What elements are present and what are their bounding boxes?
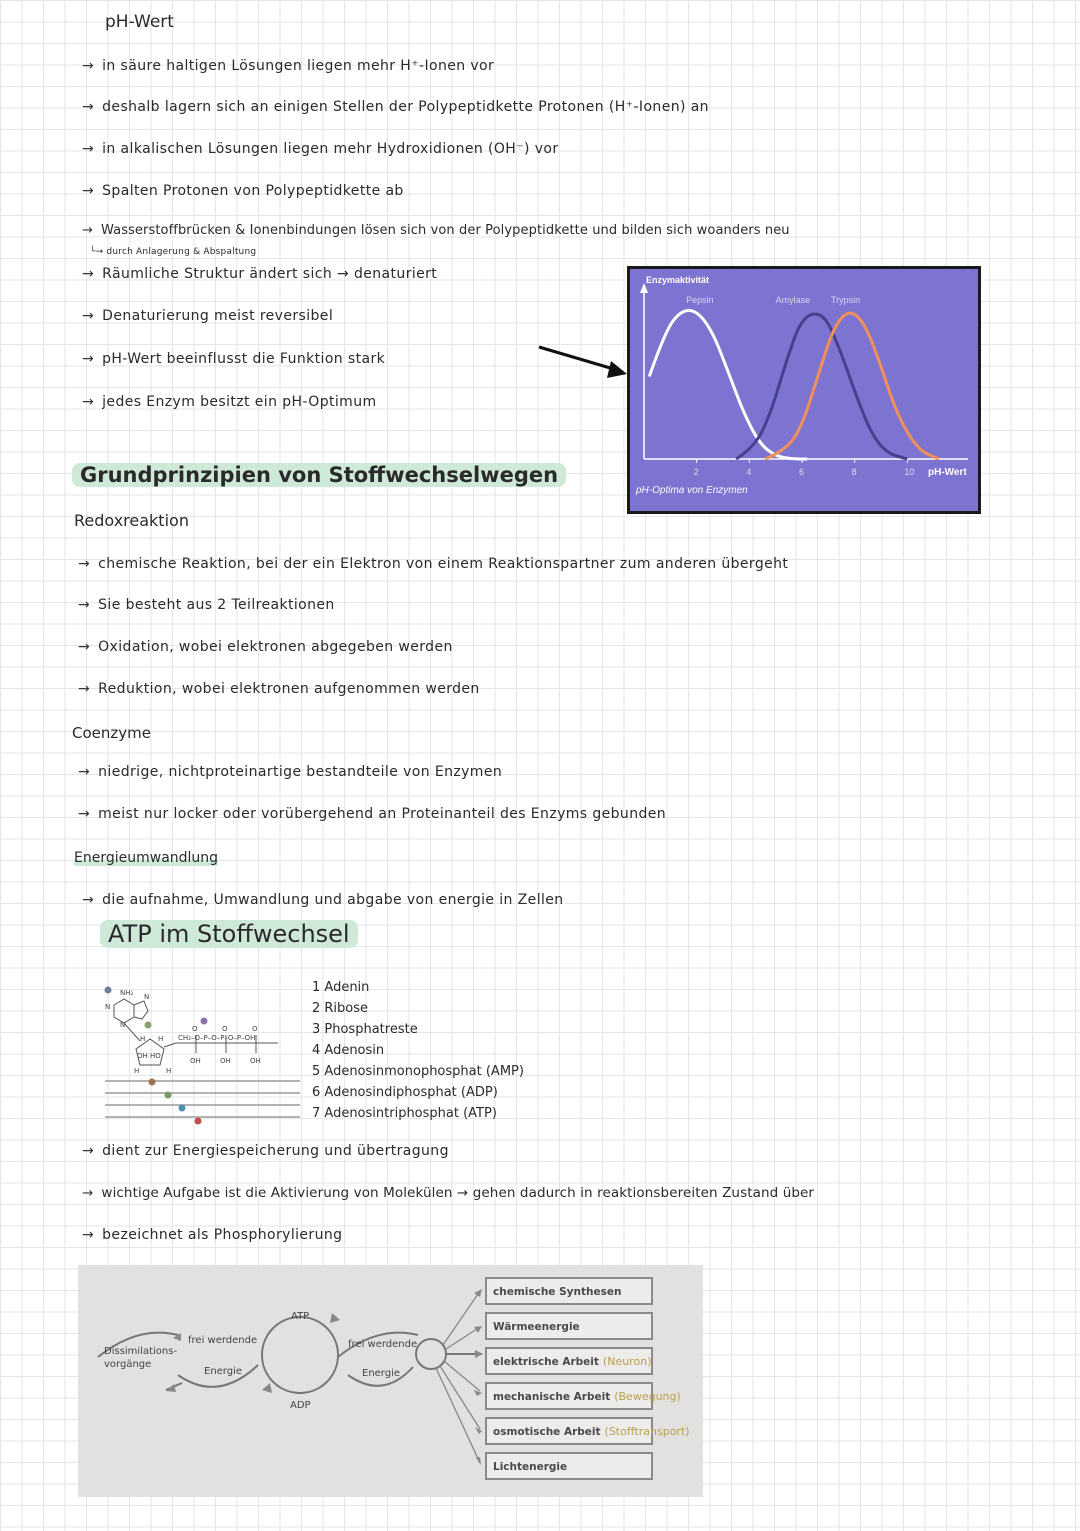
ph-line-3: → in alkalischen Lösungen liegen mehr Hydroxidionen (OH⁻) vor <box>82 141 559 157</box>
svg-text:OH: OH <box>250 1057 261 1065</box>
svg-text:N: N <box>144 993 150 1001</box>
series-label-pepsin: Pepsin <box>686 295 714 305</box>
atp-legend-item: 1 Adenin <box>312 980 370 995</box>
energy-box-osmotische-arbeit: osmotische Arbeit (Stofftransport) <box>485 1417 653 1445</box>
energie-title: Energieumwandlung <box>74 850 219 866</box>
ph-line-6: → Räumliche Struktur ändert sich → denaturiert <box>82 266 438 282</box>
coenzyme-line-2: → meist nur locker oder vorübergehend an Proteinanteil des Enzyms gebunden <box>78 806 667 822</box>
energie-line-1: → die aufnahme, Umwandlung und abgabe von energie in Zellen <box>82 892 564 908</box>
free-energy-right-label: frei werdende <box>348 1339 418 1350</box>
ph-line-9: → jedes Enzym besitzt ein pH-Optimum <box>82 394 377 410</box>
energy-left-label: Energie <box>204 1366 243 1377</box>
atp-legend-item: 4 Adenosin <box>312 1043 385 1058</box>
ph-line-5: → Wasserstoffbrücken & Ionenbindungen lösen sich von der Polypeptidkette und bilden sich woanders neu <box>82 223 790 238</box>
x-axis-label: pH-Wert <box>928 467 967 478</box>
atp-molecule-diagram <box>100 985 310 1130</box>
x-tick-label: 8 <box>851 467 857 477</box>
ph-sub-note: └→ durch Anlagerung & Abspaltung <box>90 247 257 257</box>
atp-legend-item: 6 Adenosindiphosphat (ADP) <box>312 1085 498 1100</box>
atp-legend-item: 7 Adenosintriphosphat (ATP) <box>312 1106 497 1121</box>
svg-text:OH: OH <box>190 1057 201 1065</box>
x-tick-label: 2 <box>693 467 699 477</box>
atp-line-3: → bezeichnet als Phosphorylierung <box>82 1227 343 1243</box>
energy-box-waermeenergie: Wärmeenergie <box>485 1312 653 1340</box>
atp-legend <box>312 977 524 1124</box>
coenzyme-line-1: → niedrige, nichtproteinartige bestandteile von Enzymen <box>78 764 503 780</box>
ph-line-8: → pH-Wert beeinflusst die Funktion stark <box>82 351 386 367</box>
ph-optima-chart <box>627 266 981 514</box>
series-label-trypsin: Trypsin <box>830 295 861 305</box>
atp-line-2: → wichtige Aufgabe ist die Aktivierung von Molekülen → gehen dadurch in reaktionsbereiten Zustand über <box>82 1185 815 1201</box>
redox-line-2: → Sie besteht aus 2 Teilreaktionen <box>78 597 335 613</box>
ph-chart-svg <box>630 269 978 511</box>
ph-line-7: → Denaturierung meist reversibel <box>82 308 334 324</box>
svg-text:O: O <box>252 1025 258 1033</box>
x-tick-label: 10 <box>904 467 915 477</box>
svg-text:N: N <box>105 1003 111 1011</box>
atp-legend-item: 5 Adenosinmonophosphat (AMP) <box>312 1064 524 1079</box>
svg-text:NH₂: NH₂ <box>120 989 134 997</box>
redox-title: Redoxreaktion <box>74 511 189 530</box>
y-axis-label: Enzymaktivität <box>646 275 710 285</box>
svg-text:OH: OH <box>220 1057 231 1065</box>
energy-box-mechanische-arbeit: mechanische Arbeit (Bewegung) <box>485 1382 653 1410</box>
atp-legend-item: 2 Ribose <box>312 1001 369 1016</box>
coenzyme-title: Coenzyme <box>72 724 151 742</box>
atp-line-1: → dient zur Energiespeicherung und übertragung <box>82 1143 449 1159</box>
free-energy-left-label: frei werdende <box>188 1335 258 1346</box>
energy-right-label: Energie <box>362 1368 401 1379</box>
chart-title: pH-Optima von Enzymen <box>636 485 748 496</box>
redox-line-1: → chemische Reaktion, bei der ein Elektron von einem Reaktionspartner zum anderen übergeht <box>78 556 789 572</box>
atp-title: ATP im Stoffwechsel <box>100 920 358 948</box>
redox-line-3: → Oxidation, wobei elektronen abgegeben werden <box>78 639 453 655</box>
ph-line-2: → deshalb lagern sich an einigen Stellen der Polypeptidkette Protonen (H⁺-Ionen) an <box>82 99 709 115</box>
svg-text:H: H <box>158 1035 164 1043</box>
adp-cycle-label: ADP <box>290 1400 311 1411</box>
dissimilation-label: Dissimilations-vorgänge <box>104 1346 178 1370</box>
svg-text:H: H <box>166 1067 172 1075</box>
svg-text:CH₂–O–P–O–P–O–P–OH: CH₂–O–P–O–P–O–P–OH <box>178 1034 256 1042</box>
atp-cycle-label: ATP <box>291 1311 310 1322</box>
series-line-amylase <box>736 314 907 459</box>
pointer-arrow-icon <box>535 340 631 382</box>
energy-box-chemische-synthesen: chemische Synthesen <box>485 1277 653 1305</box>
ph-line-1: → in säure haltigen Lösungen liegen mehr H⁺-Ionen vor <box>82 58 495 74</box>
stoffwechsel-title: Grundprinzipien von Stoffwechselwegen <box>72 463 566 487</box>
svg-text:OH HO: OH HO <box>137 1052 161 1060</box>
svg-text:O: O <box>222 1025 228 1033</box>
ph-line-4: → Spalten Protonen von Polypeptidkette ab <box>82 183 404 199</box>
svg-text:N: N <box>120 1021 126 1029</box>
redox-line-4: → Reduktion, wobei elektronen aufgenommen werden <box>78 681 480 697</box>
series-label-amylase: Amylase <box>775 295 811 305</box>
svg-text:H: H <box>140 1035 146 1043</box>
atp-legend-item: 3 Phosphatreste <box>312 1022 418 1037</box>
series-line-pepsin <box>649 311 807 460</box>
ph-title: pH-Wert <box>105 12 174 32</box>
svg-text:O: O <box>192 1025 198 1033</box>
energy-box-lichtenergie: Lichtenergie <box>485 1452 653 1480</box>
svg-text:H: H <box>134 1067 140 1075</box>
x-tick-label: 4 <box>746 467 752 477</box>
x-tick-label: 6 <box>799 467 805 477</box>
energy-box-elektrische-arbeit: elektrische Arbeit (Neuron) <box>485 1347 653 1375</box>
energy-conversion-diagram <box>78 1265 703 1497</box>
